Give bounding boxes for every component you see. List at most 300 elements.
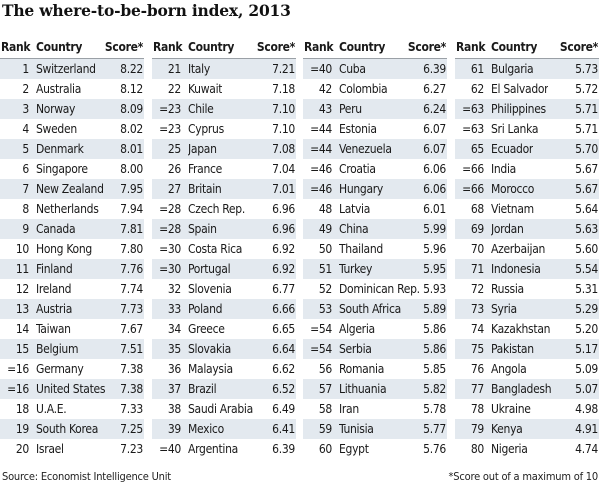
- table-row: [455, 259, 599, 279]
- table-row: [152, 119, 296, 139]
- score-cell: 6.96: [272, 222, 295, 236]
- rank-cell: 71: [470, 262, 484, 276]
- score-cell: 5.71: [575, 102, 598, 116]
- score-cell: 5.73: [575, 62, 598, 76]
- table-row: [303, 79, 447, 99]
- country-cell: Denmark: [36, 142, 84, 156]
- score-cell: 6.01: [423, 202, 446, 216]
- score-cell: 5.29: [575, 302, 598, 316]
- rank-cell: 65: [470, 142, 484, 156]
- country-cell: Taiwan: [36, 322, 71, 336]
- rank-cell: 75: [470, 342, 484, 356]
- table-row: [303, 359, 447, 379]
- table-header: [455, 36, 599, 59]
- score-cell: 6.06: [423, 182, 446, 196]
- score-cell: 8.02: [120, 122, 143, 136]
- rank-cell: 10: [15, 242, 29, 256]
- table-row: [455, 419, 599, 439]
- rank-cell: 73: [470, 302, 484, 316]
- rank-cell: 18: [15, 402, 29, 416]
- score-cell: 8.09: [120, 102, 143, 116]
- table-row: [303, 259, 447, 279]
- rank-cell: =63: [462, 122, 484, 136]
- header-score: Score*: [256, 40, 295, 54]
- table-row: [455, 359, 599, 379]
- country-cell: Germany: [36, 362, 84, 376]
- score-cell: 7.21: [272, 62, 295, 76]
- header-rank: Rank: [456, 40, 486, 54]
- country-cell: Argentina: [188, 442, 238, 456]
- table-row: [455, 119, 599, 139]
- rank-cell: 79: [470, 422, 484, 436]
- table-row: [0, 339, 144, 359]
- score-cell: 5.20: [575, 322, 598, 336]
- rank-cell: =66: [462, 182, 484, 196]
- country-cell: China: [339, 222, 369, 236]
- score-cell: 5.86: [423, 342, 446, 356]
- country-cell: Netherlands: [36, 202, 99, 216]
- table-row: [455, 439, 599, 459]
- rank-cell: =16: [7, 382, 29, 396]
- table-row: [152, 219, 296, 239]
- country-cell: Slovakia: [188, 342, 231, 356]
- country-cell: Estonia: [339, 122, 377, 136]
- score-cell: 7.81: [120, 222, 143, 236]
- table-row: [303, 319, 447, 339]
- country-cell: Algeria: [339, 322, 375, 336]
- rank-cell: 3: [22, 102, 29, 116]
- score-cell: 7.73: [120, 302, 143, 316]
- score-cell: 6.24: [423, 102, 446, 116]
- table-panel-3: [303, 36, 447, 464]
- rank-cell: =44: [310, 142, 332, 156]
- rank-cell: 70: [470, 242, 484, 256]
- score-cell: 4.91: [575, 422, 598, 436]
- table-row: [303, 379, 447, 399]
- table-row: [455, 139, 599, 159]
- country-cell: Syria: [491, 302, 517, 316]
- score-cell: 8.12: [120, 82, 143, 96]
- score-cell: 7.01: [272, 182, 295, 196]
- country-cell: Tunisia: [339, 422, 374, 436]
- rank-cell: 9: [22, 222, 29, 236]
- country-cell: Ecuador: [491, 142, 534, 156]
- country-cell: Czech Rep.: [188, 202, 245, 216]
- rank-cell: 50: [318, 242, 332, 256]
- rank-cell: 68: [470, 202, 484, 216]
- rank-cell: 8: [22, 202, 29, 216]
- table-row: [152, 339, 296, 359]
- rank-cell: 39: [167, 422, 181, 436]
- country-cell: Australia: [36, 82, 82, 96]
- table-row: [0, 59, 144, 79]
- score-cell: 6.06: [423, 162, 446, 176]
- country-cell: Cuba: [339, 62, 366, 76]
- score-cell: 7.18: [272, 82, 295, 96]
- score-cell: 5.85: [423, 362, 446, 376]
- header-country: Country: [491, 40, 538, 54]
- score-cell: 5.99: [423, 222, 446, 236]
- country-cell: Angola: [491, 362, 527, 376]
- table-row: [303, 59, 447, 79]
- table-row: [0, 199, 144, 219]
- score-cell: 7.10: [272, 122, 295, 136]
- header-rank: Rank: [304, 40, 334, 54]
- table-header: [0, 36, 144, 59]
- score-cell: 6.49: [272, 402, 295, 416]
- country-cell: Kuwait: [188, 82, 223, 96]
- country-cell: Peru: [339, 102, 362, 116]
- rank-cell: 6: [22, 162, 29, 176]
- score-cell: 6.39: [272, 442, 295, 456]
- score-cell: 5.82: [423, 382, 446, 396]
- rank-cell: =54: [310, 322, 332, 336]
- country-cell: South Korea: [36, 422, 99, 436]
- country-cell: Venezuela: [339, 142, 392, 156]
- rank-cell: 20: [15, 442, 29, 456]
- country-cell: Portugal: [188, 262, 231, 276]
- score-cell: 5.71: [575, 122, 598, 136]
- table-panel-4: [455, 36, 599, 464]
- country-cell: Iran: [339, 402, 359, 416]
- score-cell: 6.07: [423, 142, 446, 156]
- table-row: [455, 79, 599, 99]
- score-cell: 7.51: [120, 342, 143, 356]
- score-cell: 5.77: [423, 422, 446, 436]
- table-row: [455, 199, 599, 219]
- score-cell: 6.62: [272, 362, 295, 376]
- table-header: [152, 36, 296, 59]
- rank-cell: 42: [318, 82, 332, 96]
- table-row: [0, 159, 144, 179]
- rank-cell: =30: [159, 262, 181, 276]
- rank-cell: 56: [318, 362, 332, 376]
- table-row: [455, 239, 599, 259]
- table-row: [0, 79, 144, 99]
- country-cell: Azerbaijan: [491, 242, 546, 256]
- table-row: [152, 199, 296, 219]
- country-cell: Ukraine: [491, 402, 531, 416]
- rank-cell: 34: [167, 322, 181, 336]
- table-row: [152, 399, 296, 419]
- country-cell: Thailand: [339, 242, 383, 256]
- table-row: [0, 259, 144, 279]
- score-cell: 5.54: [575, 262, 598, 276]
- rank-cell: 19: [15, 422, 29, 436]
- header-rank: Rank: [1, 40, 31, 54]
- rank-cell: 69: [470, 222, 484, 236]
- table-row: [152, 299, 296, 319]
- table-row: [455, 339, 599, 359]
- table-row: [455, 99, 599, 119]
- table-row: [152, 139, 296, 159]
- table-row: [303, 99, 447, 119]
- rank-cell: 58: [318, 402, 332, 416]
- rank-cell: 13: [15, 302, 29, 316]
- table-row: [0, 119, 144, 139]
- country-cell: Bulgaria: [491, 62, 534, 76]
- table-row: [0, 319, 144, 339]
- score-cell: 5.67: [575, 162, 598, 176]
- table-row: [0, 239, 144, 259]
- score-cell: 5.72: [575, 82, 598, 96]
- country-cell: Poland: [188, 302, 223, 316]
- country-cell: Turkey: [339, 262, 373, 276]
- table-row: [152, 79, 296, 99]
- country-cell: Chile: [188, 102, 214, 116]
- score-cell: 5.31: [575, 282, 598, 296]
- rank-cell: 38: [167, 402, 181, 416]
- rank-cell: =46: [310, 182, 332, 196]
- table-row: [303, 239, 447, 259]
- country-cell: Malaysia: [188, 362, 233, 376]
- table-row: [303, 439, 447, 459]
- country-cell: Costa Rica: [188, 242, 243, 256]
- score-cell: 5.70: [575, 142, 598, 156]
- rank-cell: =63: [462, 102, 484, 116]
- table-row: [303, 199, 447, 219]
- score-cell: 5.60: [575, 242, 598, 256]
- rank-cell: 2: [22, 82, 29, 96]
- score-cell: 5.95: [423, 262, 446, 276]
- rank-cell: 21: [167, 62, 181, 76]
- rank-cell: 4: [22, 122, 29, 136]
- rank-cell: 5: [22, 142, 29, 156]
- table-row: [152, 419, 296, 439]
- score-cell: 6.41: [272, 422, 295, 436]
- score-cell: 6.77: [272, 282, 295, 296]
- country-cell: Spain: [188, 222, 217, 236]
- score-cell: 7.67: [120, 322, 143, 336]
- country-cell: U.A.E.: [36, 402, 67, 416]
- country-cell: France: [188, 162, 223, 176]
- rank-cell: 1: [22, 62, 29, 76]
- header-score: Score*: [407, 40, 446, 54]
- score-cell: 8.01: [120, 142, 143, 156]
- score-cell: 7.04: [272, 162, 295, 176]
- rank-cell: =30: [159, 242, 181, 256]
- rank-cell: 43: [318, 102, 332, 116]
- country-cell: Ireland: [36, 282, 72, 296]
- country-cell: Egypt: [339, 442, 369, 456]
- table-row: [0, 359, 144, 379]
- header-score: Score*: [104, 40, 143, 54]
- country-cell: Greece: [188, 322, 225, 336]
- country-cell: Austria: [36, 302, 73, 316]
- table-row: [303, 399, 447, 419]
- country-cell: Kenya: [491, 422, 523, 436]
- rank-cell: =44: [310, 122, 332, 136]
- score-cell: 5.89: [423, 302, 446, 316]
- rank-cell: 11: [15, 262, 29, 276]
- rank-cell: 62: [470, 82, 484, 96]
- rank-cell: 27: [167, 182, 181, 196]
- country-cell: India: [491, 162, 516, 176]
- table-row: [152, 239, 296, 259]
- table-row: [455, 179, 599, 199]
- score-cell: 6.92: [272, 242, 295, 256]
- score-cell: 8.22: [120, 62, 143, 76]
- rank-cell: 15: [15, 342, 29, 356]
- rank-cell: 22: [167, 82, 181, 96]
- rank-cell: 25: [167, 142, 181, 156]
- rank-cell: =40: [310, 62, 332, 76]
- table-row: [303, 119, 447, 139]
- score-cell: 7.94: [120, 202, 143, 216]
- table-row: [152, 279, 296, 299]
- table-row: [455, 59, 599, 79]
- rank-cell: 52: [318, 282, 332, 296]
- table-row: [152, 379, 296, 399]
- table-row: [303, 339, 447, 359]
- score-cell: 5.78: [423, 402, 446, 416]
- country-cell: Russia: [491, 282, 524, 296]
- table-row: [455, 399, 599, 419]
- rank-cell: 76: [470, 362, 484, 376]
- table-row: [303, 419, 447, 439]
- score-cell: 5.64: [575, 202, 598, 216]
- country-cell: Belgium: [36, 342, 79, 356]
- score-cell: 4.98: [575, 402, 598, 416]
- rank-cell: 37: [167, 382, 181, 396]
- score-cell: 6.64: [272, 342, 295, 356]
- table-row: [0, 299, 144, 319]
- rank-cell: 59: [318, 422, 332, 436]
- table-row: [303, 139, 447, 159]
- score-cell: 5.96: [423, 242, 446, 256]
- table-row: [0, 139, 144, 159]
- score-cell: 4.74: [575, 442, 598, 456]
- country-cell: Jordan: [491, 222, 524, 236]
- score-cell: 5.63: [575, 222, 598, 236]
- rank-cell: =16: [7, 362, 29, 376]
- score-footnote: *Score out of a maximum of 10: [448, 470, 598, 483]
- table-row: [0, 179, 144, 199]
- country-cell: Canada: [36, 222, 76, 236]
- header-country: Country: [36, 40, 83, 54]
- country-cell: Latvia: [339, 202, 371, 216]
- score-cell: 7.38: [120, 382, 143, 396]
- score-cell: 5.76: [423, 442, 446, 456]
- country-cell: Lithuania: [339, 382, 387, 396]
- table-row: [0, 379, 144, 399]
- table-row: [152, 259, 296, 279]
- country-cell: Finland: [36, 262, 73, 276]
- score-cell: 5.09: [575, 362, 598, 376]
- rank-cell: 14: [15, 322, 29, 336]
- rank-cell: 78: [470, 402, 484, 416]
- country-cell: Croatia: [339, 162, 376, 176]
- country-cell: Kazakhstan: [491, 322, 551, 336]
- country-cell: Philippines: [491, 102, 546, 116]
- table-row: [303, 219, 447, 239]
- rank-cell: 26: [167, 162, 181, 176]
- table-row: [152, 319, 296, 339]
- table-row: [0, 279, 144, 299]
- country-cell: Serbia: [339, 342, 372, 356]
- country-cell: Sweden: [36, 122, 77, 136]
- header-score: Score*: [559, 40, 598, 54]
- country-cell: Colombia: [339, 82, 388, 96]
- table-row: [0, 399, 144, 419]
- score-cell: 6.66: [272, 302, 295, 316]
- country-cell: Italy: [188, 62, 210, 76]
- table-row: [152, 59, 296, 79]
- score-cell: 7.76: [120, 262, 143, 276]
- header-country: Country: [188, 40, 235, 54]
- header-country: Country: [339, 40, 386, 54]
- table-row: [152, 99, 296, 119]
- score-cell: 6.52: [272, 382, 295, 396]
- rank-cell: 32: [167, 282, 181, 296]
- score-cell: 6.65: [272, 322, 295, 336]
- header-rank: Rank: [153, 40, 183, 54]
- rank-cell: 35: [167, 342, 181, 356]
- score-cell: 5.93: [423, 282, 446, 296]
- rank-cell: =23: [159, 102, 181, 116]
- rank-cell: 12: [15, 282, 29, 296]
- table-row: [152, 439, 296, 459]
- score-cell: 7.25: [120, 422, 143, 436]
- table-row: [455, 379, 599, 399]
- country-cell: Switzerland: [36, 62, 96, 76]
- source-note: Source: Economist Intelligence Unit: [2, 470, 171, 483]
- rank-cell: 80: [470, 442, 484, 456]
- rank-cell: 77: [470, 382, 484, 396]
- table-row: [455, 299, 599, 319]
- score-cell: 6.96: [272, 202, 295, 216]
- score-cell: 6.07: [423, 122, 446, 136]
- score-cell: 5.17: [575, 342, 598, 356]
- score-cell: 7.74: [120, 282, 143, 296]
- country-cell: Bangladesh: [491, 382, 552, 396]
- rank-cell: =46: [310, 162, 332, 176]
- table-row: [303, 279, 447, 299]
- table-row: [455, 319, 599, 339]
- rank-cell: =40: [159, 442, 181, 456]
- table-panel-2: [152, 36, 296, 464]
- ranking-table: [0, 36, 600, 464]
- rank-cell: 7: [22, 182, 29, 196]
- country-cell: Brazil: [188, 382, 217, 396]
- rank-cell: 49: [318, 222, 332, 236]
- score-cell: 7.10: [272, 102, 295, 116]
- score-cell: 5.67: [575, 182, 598, 196]
- table-row: [152, 159, 296, 179]
- country-cell: Vietnam: [491, 202, 534, 216]
- score-cell: 5.86: [423, 322, 446, 336]
- country-cell: Morocco: [491, 182, 535, 196]
- country-cell: Slovenia: [188, 282, 232, 296]
- rank-cell: 48: [318, 202, 332, 216]
- country-cell: Cyprus: [188, 122, 224, 136]
- rank-cell: =28: [159, 202, 181, 216]
- table-row: [152, 179, 296, 199]
- country-cell: South Africa: [339, 302, 401, 316]
- score-cell: 7.80: [120, 242, 143, 256]
- table-row: [455, 159, 599, 179]
- table-row: [455, 279, 599, 299]
- rank-cell: 53: [318, 302, 332, 316]
- rank-cell: =23: [159, 122, 181, 136]
- rank-cell: 57: [318, 382, 332, 396]
- score-cell: 7.08: [272, 142, 295, 156]
- country-cell: Sri Lanka: [491, 122, 539, 136]
- score-cell: 8.00: [120, 162, 143, 176]
- rank-cell: 61: [470, 62, 484, 76]
- country-cell: Nigeria: [491, 442, 528, 456]
- page-title: The where-to-be-born index, 2013: [2, 1, 291, 20]
